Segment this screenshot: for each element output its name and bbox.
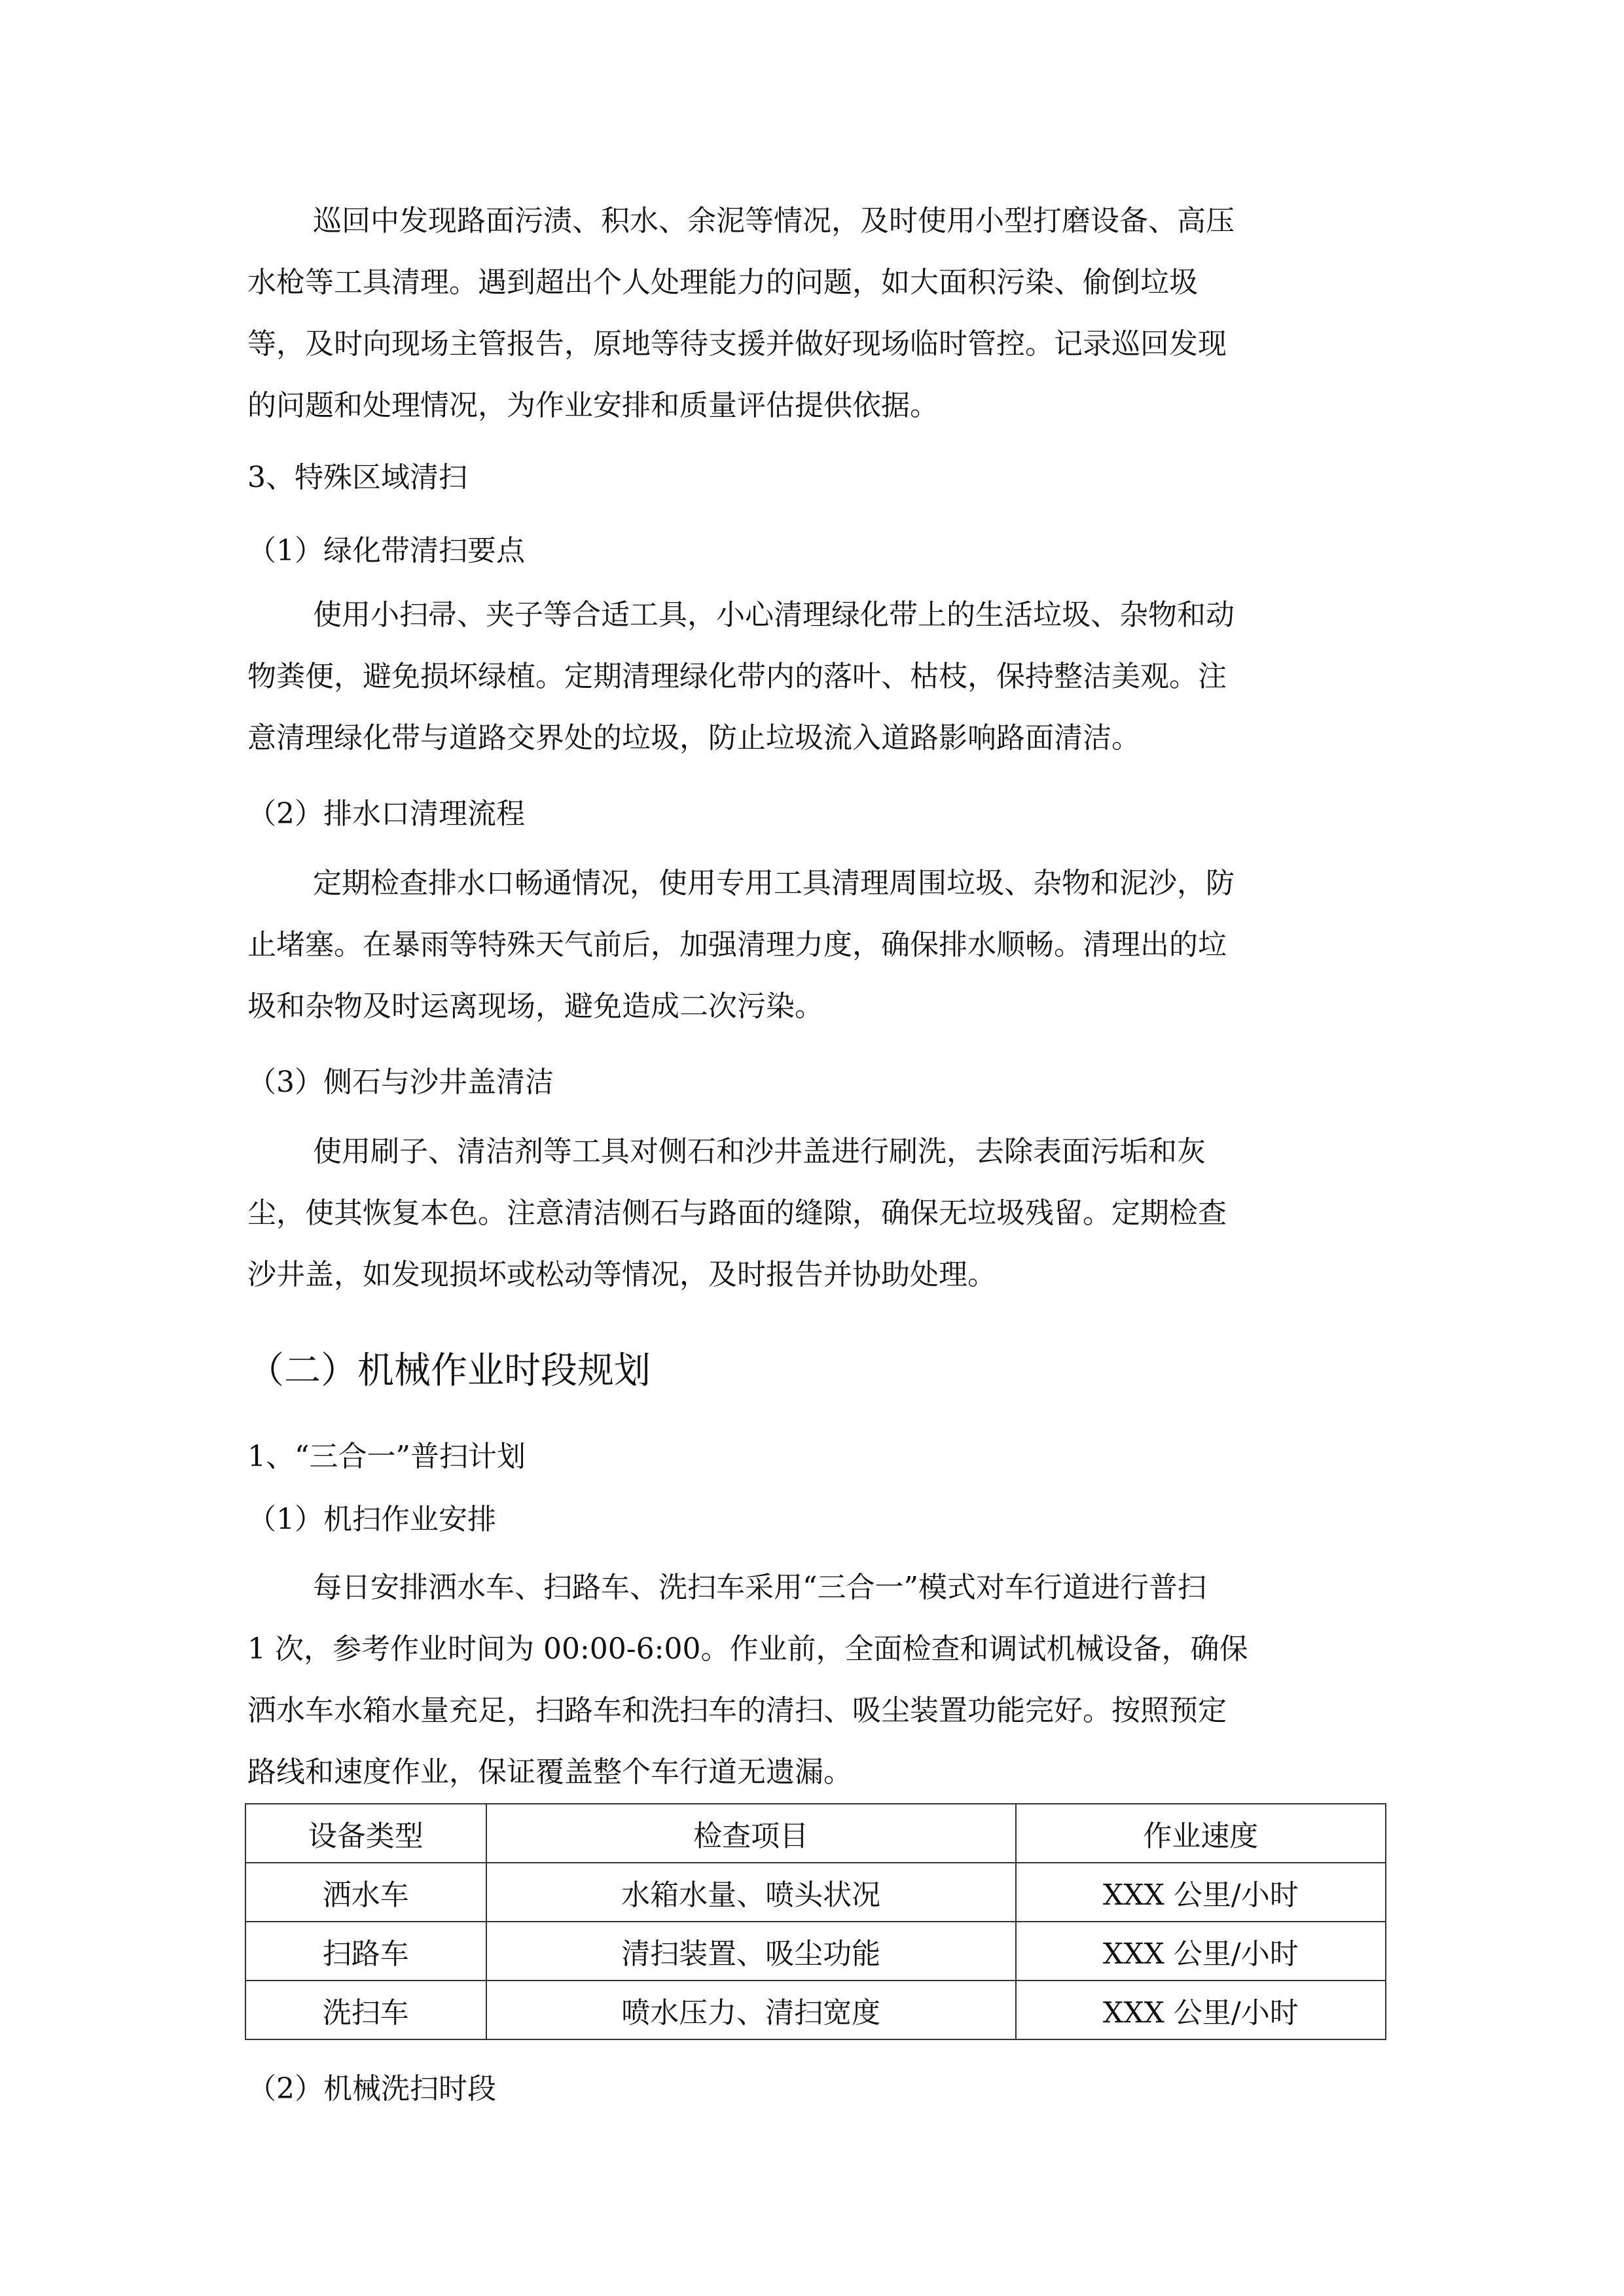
paragraph-line: 等，及时向现场主管报告，原地等待支援并做好现场临时管控。记录巡回发现 xyxy=(247,327,1227,361)
subsection-heading: （1）机扫作业安排 xyxy=(247,1503,496,1536)
paragraph-line: 使用刷子、清洁剂等工具对侧石和沙井盖进行刷洗，去除表面污垢和灰 xyxy=(313,1135,1206,1168)
section-heading: 3、特殊区域清扫 xyxy=(247,461,467,494)
table-cell: XXX 公里/小时 xyxy=(1016,1922,1386,1981)
equipment-table xyxy=(245,1803,1386,2040)
subsection-heading: （3）侧石与沙井盖清洁 xyxy=(247,1066,554,1099)
table-cell: 洒水车 xyxy=(245,1863,486,1922)
paragraph-line: 止堵塞。在暴雨等特殊天气前后，加强清理力度，确保排水顺畅。清理出的垃 xyxy=(247,928,1227,961)
paragraph-line: 意清理绿化带与道路交界处的垃圾，防止垃圾流入道路影响路面清洁。 xyxy=(247,721,1140,755)
table-cell: 喷水压力、清扫宽度 xyxy=(486,1981,1016,2039)
subsection-heading: （2）排水口清理流程 xyxy=(247,797,525,831)
paragraph-line: 物粪便，避免损坏绿植。定期清理绿化带内的落叶、枯枝，保持整洁美观。注 xyxy=(247,660,1227,693)
paragraph-line: 尘，使其恢复本色。注意清洁侧石与路面的缝隙，确保无垃圾残留。定期检查 xyxy=(247,1196,1227,1230)
paragraph-line: 路线和速度作业，保证覆盖整个车行道无遗漏。 xyxy=(247,1755,852,1789)
paragraph-line: 每日安排洒水车、扫路车、洗扫车采用“三合一”模式对车行道进行普扫 xyxy=(313,1571,1206,1604)
chapter-heading: （二）机械作业时段规划 xyxy=(247,1350,651,1392)
table-cell: 水箱水量、喷头状况 xyxy=(486,1863,1016,1922)
table-cell: XXX 公里/小时 xyxy=(1016,1863,1386,1922)
table-row xyxy=(245,1981,1386,2039)
table-header-cell: 检查项目 xyxy=(486,1804,1016,1863)
table-cell: 洗扫车 xyxy=(245,1981,486,2039)
paragraph-line: 圾和杂物及时运离现场，避免造成二次污染。 xyxy=(247,990,823,1023)
section-heading: 1、“三合一”普扫计划 xyxy=(247,1440,526,1473)
paragraph-line: 使用小扫帚、夹子等合适工具，小心清理绿化带上的生活垃圾、杂物和动 xyxy=(313,598,1235,632)
paragraph-line: 的问题和处理情况，为作业安排和质量评估提供依据。 xyxy=(247,389,939,422)
table-cell: 清扫装置、吸尘功能 xyxy=(486,1922,1016,1981)
paragraph-line: 沙井盖，如发现损坏或松动等情况，及时报告并协助处理。 xyxy=(247,1258,996,1291)
paragraph-line: 水枪等工具清理。遇到超出个人处理能力的问题，如大面积污染、偷倒垃圾 xyxy=(247,266,1198,299)
paragraph-line: 定期检查排水口畅通情况，使用专用工具清理周围垃圾、杂物和泥沙，防 xyxy=(313,867,1235,900)
table-cell: XXX 公里/小时 xyxy=(1016,1981,1386,2039)
table-header-cell: 作业速度 xyxy=(1016,1804,1386,1863)
table-header-row xyxy=(245,1804,1386,1863)
table-row xyxy=(245,1922,1386,1981)
table-row xyxy=(245,1863,1386,1922)
table-cell: 扫路车 xyxy=(245,1922,486,1981)
subsection-heading: （2）机械洗扫时段 xyxy=(247,2072,496,2106)
subsection-heading: （1）绿化带清扫要点 xyxy=(247,534,525,567)
paragraph-line: 洒水车水箱水量充足，扫路车和洗扫车的清扫、吸尘装置功能完好。按照预定 xyxy=(247,1694,1227,1727)
paragraph-line: 1 次，参考作业时间为 00:00-6:00。作业前，全面检查和调试机械设备，确保 xyxy=(247,1632,1248,1666)
table-header-cell: 设备类型 xyxy=(245,1804,486,1863)
paragraph-line: 巡回中发现路面污渍、积水、余泥等情况，及时使用小型打磨设备、高压 xyxy=(313,204,1235,238)
